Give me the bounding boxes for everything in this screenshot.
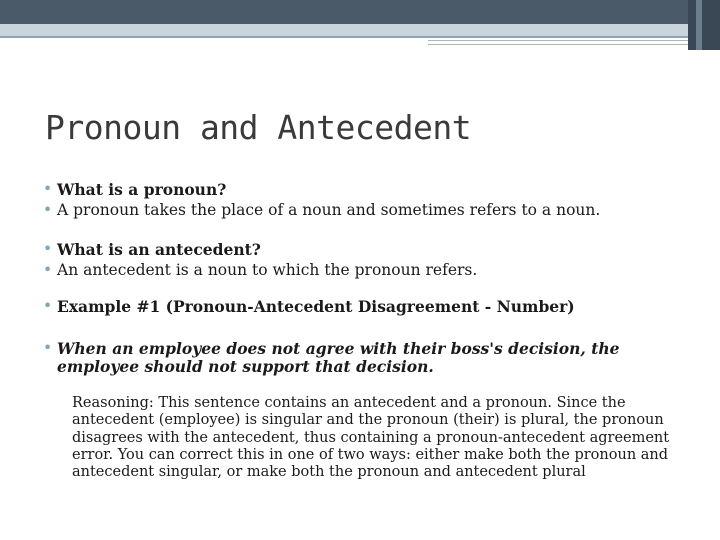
bullet-dot: • — [43, 261, 53, 279]
bullet-item — [43, 240, 697, 259]
header-corner-stripe — [696, 0, 702, 50]
bullet-item — [43, 297, 697, 316]
reasoning-paragraph: Reasoning: This sentence contains an antecedent and a pronoun. Since the antecedent (employee) is singular and the pronoun (their) is plural, the pronoun disagrees with the antecedent, thus containing a pronoun-antecedent agreement error. You can correct this in one of two ways: either make both the pronoun and antecedent singular, or make both the pronoun and antecedent plural — [72, 395, 670, 481]
bullet-text: An antecedent is a noun to which the pronoun refers. — [57, 261, 478, 279]
bullet-item — [43, 201, 697, 219]
bullet-item — [43, 261, 697, 279]
header-band-accent — [0, 36, 720, 38]
header-corner-block — [688, 0, 720, 50]
bullet-dot: • — [43, 180, 53, 198]
header-thin-line — [428, 40, 688, 41]
bullet-text: What is a pronoun? — [57, 180, 227, 199]
bullet-text: What is an antecedent? — [57, 240, 261, 259]
header-band-dark — [0, 0, 720, 24]
bullet-dot: • — [43, 339, 53, 357]
example-sentence: When an employee does not agree with their boss's decision, the employee should not support that decision. — [57, 339, 620, 376]
bullet-dot: • — [43, 240, 53, 258]
bullet-text: Example #1 (Pronoun-Antecedent Disagreement - Number) — [57, 297, 575, 316]
slide-title: Pronoun and Antecedent — [45, 108, 472, 147]
header-thin-line — [428, 44, 688, 45]
header-band-light — [0, 24, 720, 36]
bullet-item — [43, 339, 682, 376]
bullet-text: A pronoun takes the place of a noun and sometimes refers to a noun. — [57, 201, 601, 219]
bullet-dot: • — [43, 297, 53, 315]
bullet-dot: • — [43, 201, 53, 219]
bullet-item — [43, 180, 697, 199]
